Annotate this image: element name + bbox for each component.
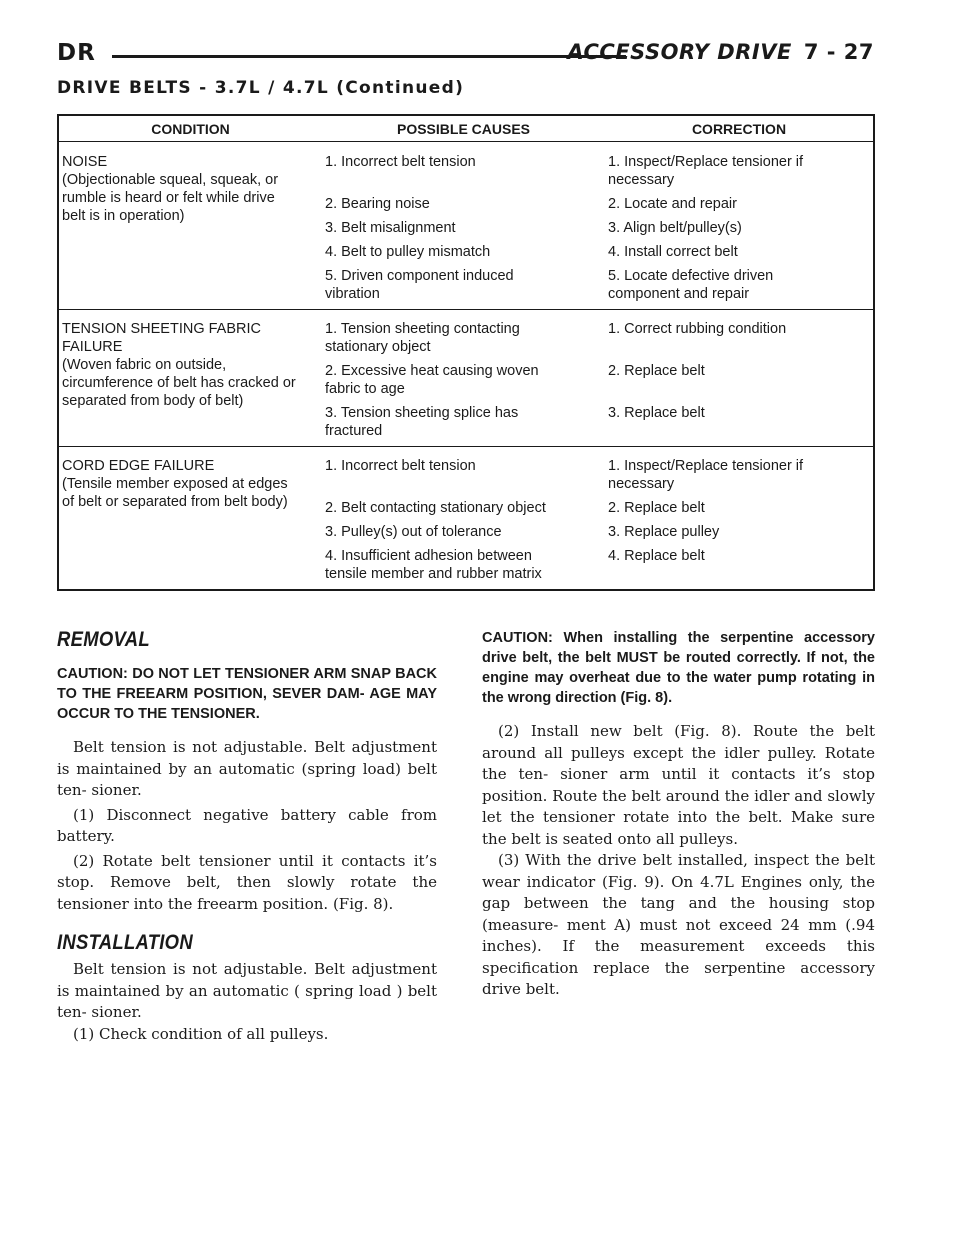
cause-line: 1. Incorrect belt tension: [325, 458, 476, 474]
cause-line: 2. Excessive heat causing woven: [325, 363, 539, 379]
correction-line: 2. Locate and repair: [608, 196, 737, 212]
cause-line: 3. Pulley(s) out of tolerance: [325, 524, 502, 540]
cause-line: 3. Tension sheeting splice has: [325, 405, 519, 421]
condition-line: (Woven fabric on outside,: [62, 357, 227, 373]
left-column: [57, 628, 437, 1045]
correction-cell: [605, 517, 874, 541]
condition-line: FAILURE: [62, 339, 123, 355]
removal-paragraph: Belt tension is not adjustable. Belt adjustment is maintained by an automatic (spring load) belt ten- sioner.: [57, 738, 437, 799]
installation-step-1: (1) Check condition of all pulleys.: [73, 1024, 329, 1043]
correction-line: 5. Locate defective driven: [608, 268, 774, 284]
cause-cell: [322, 189, 605, 213]
cause-cell: [322, 213, 605, 237]
condition-line: (Objectionable squeal, squeak, or: [62, 172, 279, 188]
cause-line: 1. Incorrect belt tension: [325, 154, 476, 170]
cause-line: 4. Insufficient adhesion between: [325, 548, 532, 564]
correction-line: necessary: [608, 172, 675, 188]
condition-cell: [58, 310, 322, 447]
condition-line: TENSION SHEETING FABRIC: [62, 321, 261, 337]
cause-line: 4. Belt to pulley mismatch: [325, 244, 491, 260]
cause-line: 2. Belt contacting stationary object: [325, 500, 546, 516]
cause-cell: [322, 356, 605, 398]
cause-cell: [322, 310, 605, 357]
cause-line: stationary object: [325, 339, 431, 355]
correction-cell: [605, 213, 874, 237]
correction-cell: [605, 189, 874, 213]
cause-line: 3. Belt misalignment: [325, 220, 456, 236]
correction-cell: [605, 398, 874, 447]
condition-cell: [58, 447, 322, 591]
correction-line: 2. Replace belt: [608, 500, 705, 516]
removal-caution: CAUTION: DO NOT LET TENSIONER ARM SNAP BACK TO THE FREEARM POSITION, SEVER DAM- AGE MAY OCCUR TO THE TENSIONER.: [57, 666, 437, 722]
correction-cell: [605, 310, 874, 357]
installation-caution: CAUTION: When installing the serpentine accessory drive belt, the belt MUST be routed correctly. If not, the engine may overheat due to the water pump rotating in the wrong direction (Fig. 8).: [482, 630, 875, 706]
section-title: DRIVE BELTS - 3.7L / 4.7L (Continued): [57, 78, 465, 98]
cause-cell: [322, 447, 605, 494]
header-condition: CONDITION: [58, 115, 322, 142]
page-header: [57, 38, 874, 72]
correction-line: necessary: [608, 476, 675, 492]
installation-step-3: (3) With the drive belt installed, inspect the belt wear indicator (Fig. 9). On 4.7L Engines only, the gap between the tang and the housing stop (measure- ment A) must not exceed 24 mm (.94 inches). If the measurement exceeds this specification replace the serpentine accessory drive belt.: [482, 851, 875, 998]
condition-cell: [58, 142, 322, 310]
correction-cell: [605, 261, 874, 310]
cause-line: fabric to age: [325, 381, 405, 397]
correction-line: 1. Inspect/Replace tensioner if: [608, 458, 804, 474]
condition-line: circumference of belt has cracked or: [62, 375, 296, 391]
condition-line: separated from body of belt): [62, 393, 244, 409]
cause-line: vibration: [325, 286, 380, 302]
header-possible-causes: POSSIBLE CAUSES: [322, 115, 605, 142]
correction-cell: [605, 356, 874, 398]
cause-cell: [322, 517, 605, 541]
correction-line: 4. Replace belt: [608, 548, 705, 564]
correction-line: 2. Replace belt: [608, 363, 705, 379]
condition-line: belt is in operation): [62, 208, 185, 224]
header-correction: CORRECTION: [605, 115, 874, 142]
cause-line: 1. Tension sheeting contacting: [325, 321, 520, 337]
correction-line: 1. Inspect/Replace tensioner if: [608, 154, 804, 170]
header-title-block: [567, 40, 874, 64]
condition-line: CORD EDGE FAILURE: [62, 458, 215, 474]
installation-heading: INSTALLATION: [57, 931, 193, 954]
table-body: [58, 142, 874, 591]
condition-line: of belt or separated from belt body): [62, 494, 288, 510]
condition-line: NOISE: [62, 154, 108, 170]
correction-cell: [605, 447, 874, 494]
cause-line: 5. Driven component induced: [325, 268, 514, 284]
correction-line: 3. Replace belt: [608, 405, 705, 421]
correction-cell: [605, 237, 874, 261]
correction-line: 1. Correct rubbing condition: [608, 321, 787, 337]
cause-cell: [322, 237, 605, 261]
installation-paragraph: Belt tension is not adjustable. Belt adjustment is maintained by an automatic ( spring load ) belt ten- sioner.: [57, 960, 437, 1021]
correction-line: 4. Install correct belt: [608, 244, 738, 260]
cause-line: fractured: [325, 423, 383, 439]
correction-cell: [605, 142, 874, 190]
diagnosis-table: [57, 114, 875, 591]
table-row: [58, 447, 874, 494]
header-title: ACCESSORY DRIVE: [567, 40, 792, 64]
cause-line: 2. Bearing noise: [325, 196, 430, 212]
header-section-code: DR: [57, 40, 96, 66]
removal-heading: REMOVAL: [57, 628, 150, 651]
correction-line: 3. Align belt/pulley(s): [608, 220, 742, 236]
page-number: 7 - 27: [803, 40, 874, 64]
table-row: [58, 310, 874, 357]
correction-cell: [605, 493, 874, 517]
cause-line: tensile member and rubber matrix: [325, 566, 542, 582]
correction-cell: [605, 541, 874, 590]
cause-cell: [322, 142, 605, 190]
cause-cell: [322, 541, 605, 590]
installation-step-2: (2) Install new belt (Fig. 8). Route the belt around all pulleys except the idler pulley. Rotate the ten- sioner arm until it contacts it’s stop position. Route the belt around the idler and slowly let the tensioner rotate into the belt. Make sure the belt is seated onto all pulleys.: [482, 722, 875, 848]
removal-step-2: (2) Rotate belt tensioner until it contacts it’s stop. Remove belt, then slowly rotate the tensioner into the freearm position. (Fig. 8).: [57, 851, 437, 913]
header-rule: [112, 55, 626, 58]
correction-line: component and repair: [608, 286, 750, 302]
cause-cell: [322, 398, 605, 447]
correction-line: 3. Replace pulley: [608, 524, 720, 540]
right-column: [482, 628, 875, 1001]
cause-cell: [322, 493, 605, 517]
condition-line: rumble is heard or felt while drive: [62, 190, 275, 206]
table-row: [58, 142, 874, 190]
removal-step-1: (1) Disconnect negative battery cable from battery.: [57, 805, 437, 845]
condition-line: (Tensile member exposed at edges: [62, 476, 288, 492]
table-header-row: [58, 115, 874, 142]
cause-cell: [322, 261, 605, 310]
